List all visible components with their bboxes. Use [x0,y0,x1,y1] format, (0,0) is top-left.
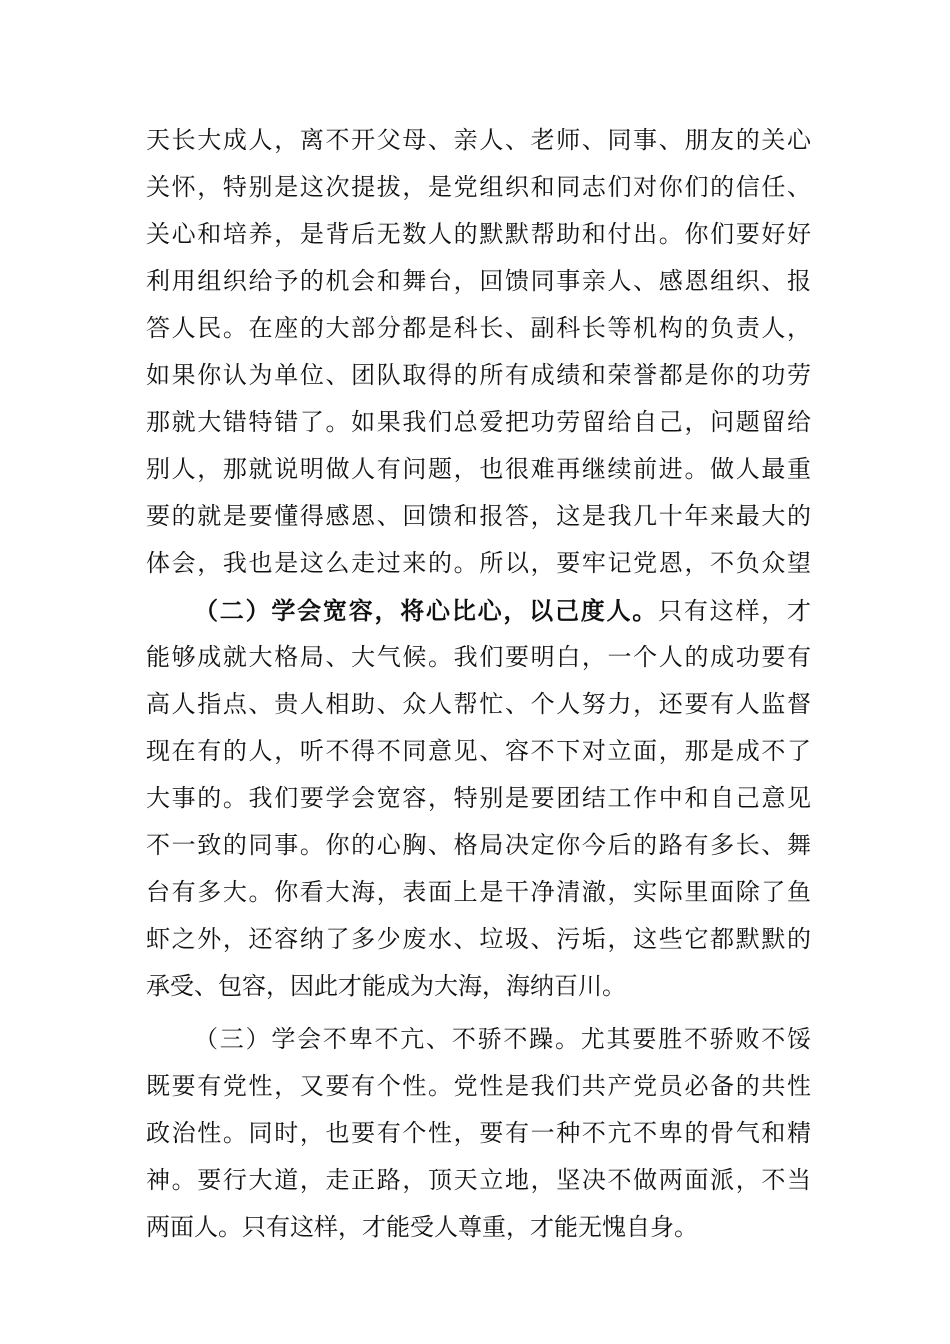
text-line: 要的就是要懂得感恩、回馈和报答，这是我几十年来最大的 [146,502,811,530]
paragraph-tolerance [146,587,811,1010]
paragraph-humility [146,1016,811,1251]
text-line: 既要有党性，又要有个性。党性是我们共产党员必备的共性 [146,1072,811,1100]
text-line: 神。要行大道，走正路，顶天立地，坚决不做两面派，不当 [146,1166,811,1194]
text-line: 政治性。同时，也要有个性，要有一种不亢不卑的骨气和精 [146,1119,811,1147]
text-span: 尤其要胜不骄败不馁 [580,1025,812,1053]
text-line: 别人，那就说明做人有问题，也很难再继续前进。做人最重 [146,455,811,483]
text-line: 虾之外，还容纳了多少废水、垃圾、污垢，这些它都默默的 [146,925,811,953]
text-line: 承受、包容，因此才能成为大海，海纳百川。 [146,972,626,1000]
text-line: 那就大错特错了。如果我们总爱把功劳留给自己，问题留给 [146,408,811,436]
text-line: 答人民。在座的大部分都是科长、副科长等机构的负责人， [146,314,811,342]
text-line: 不一致的同事。你的心胸、格局决定你今后的路有多长、舞 [146,831,811,859]
text-line: 如果你认为单位、团队取得的所有成绩和荣誉都是你的功劳 [146,361,811,389]
text-line: 两面人。只有这样，才能受人尊重，才能无愧自身。 [146,1213,698,1241]
section-heading: （三）学会不卑不亢、不骄不躁。 [194,1025,581,1053]
text-line-first [146,1016,811,1063]
text-line: 现在有的人，听不得不同意见、容不下对立面，那是成不了 [146,737,811,765]
text-line: 利用组织给予的机会和舞台，回馈同事亲人、感恩组织、报 [146,267,811,295]
text-line: 台有多大。你看大海，表面上是干净清澈，实际里面除了鱼 [146,878,811,906]
body-text [146,117,811,1251]
text-line: 能够成就大格局、大气候。我们要明白，一个人的成功要有 [146,643,811,671]
section-heading: （二）学会宽容，将心比心，以己度人。 [194,596,659,625]
text-line: 天长大成人，离不开父母、亲人、老师、同事、朋友的关心 [146,126,811,154]
paragraph-gratitude [146,117,811,587]
text-line: 高人指点、贵人相助、众人帮忙、个人努力，还要有人监督 [146,690,811,718]
text-line-first [146,587,811,634]
text-span: 只有这样，才 [658,597,812,625]
text-line: 体会，我也是这么走过来的。所以，要牢记党恩，不负众望 [146,549,811,577]
text-line: 大事的。我们要学会宽容，特别是要团结工作中和自己意见 [146,784,811,812]
text-line: 关心和培养，是背后无数人的默默帮助和付出。你们要好好 [146,220,811,248]
text-line: 关怀，特别是这次提拔，是党组织和同志们对你们的信任、 [146,173,811,201]
